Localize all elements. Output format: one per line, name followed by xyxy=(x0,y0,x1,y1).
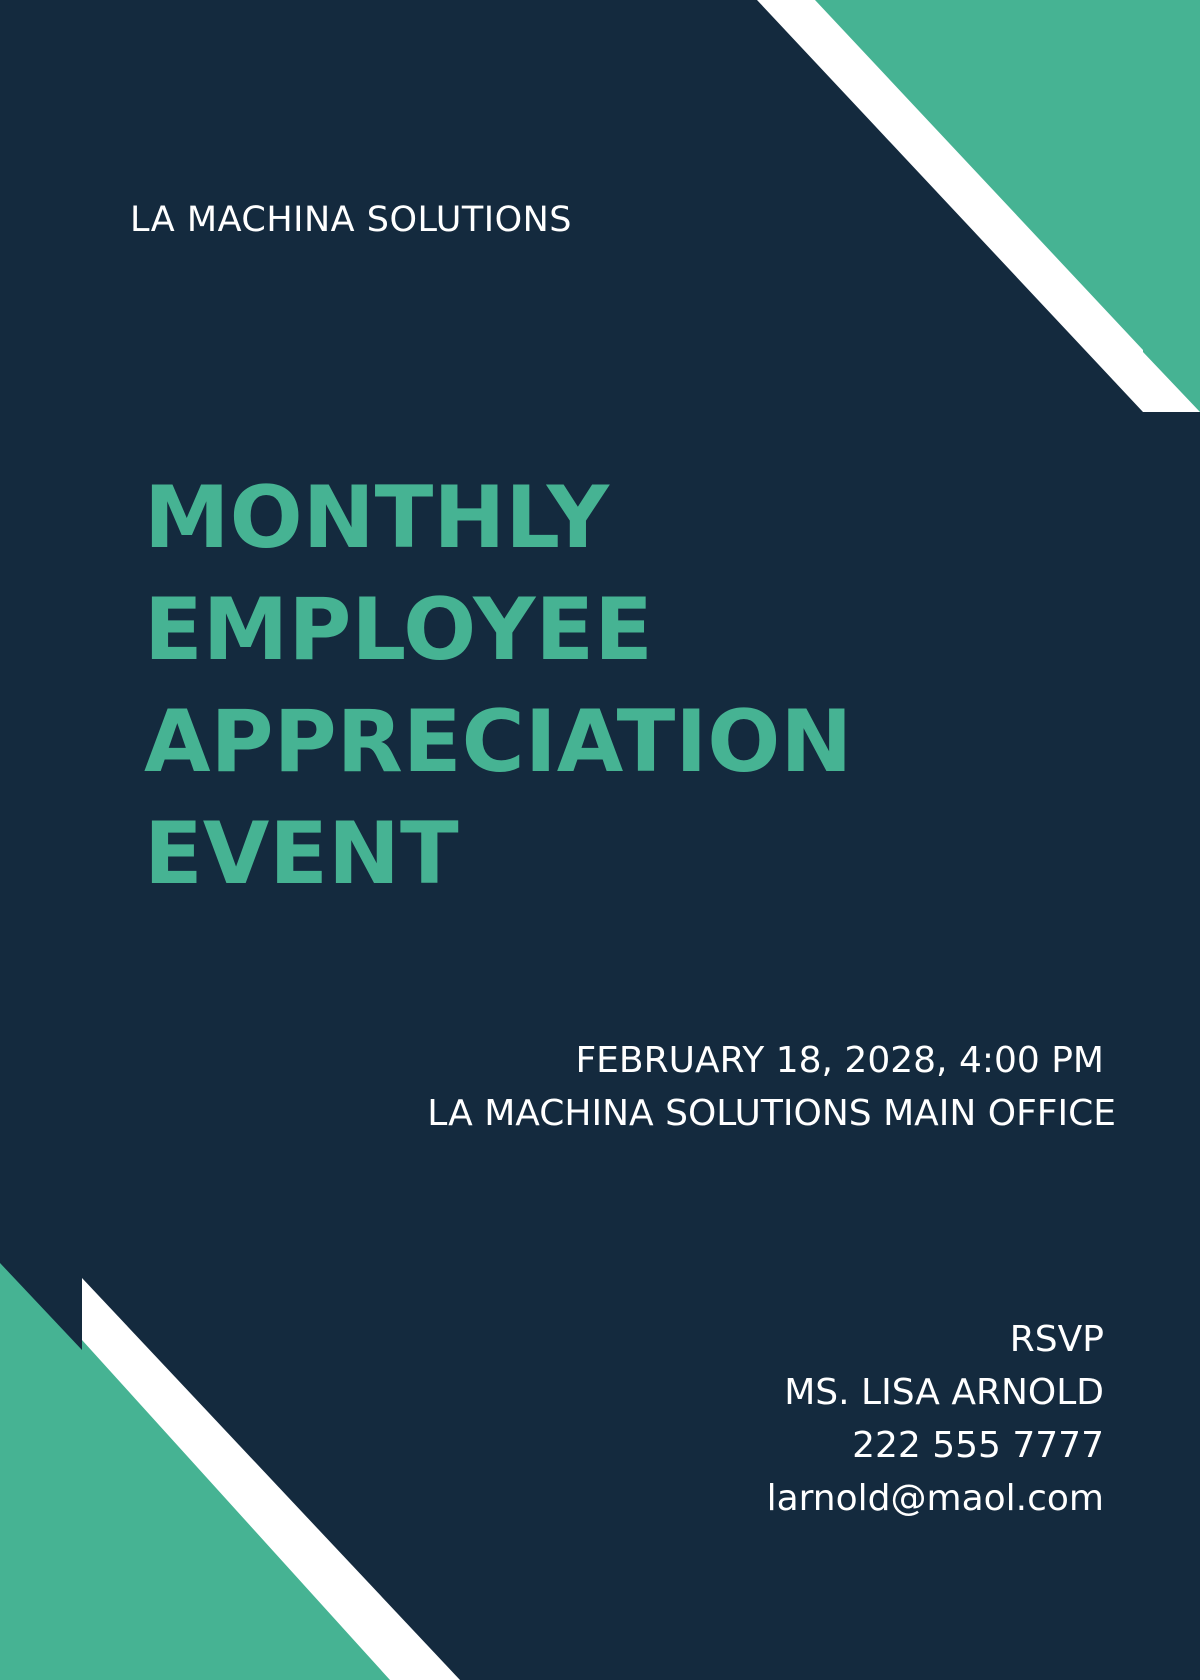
rsvp-email: larnold@maol.com xyxy=(766,1478,1104,1519)
bottom-left-green-triangle xyxy=(0,1263,390,1680)
event-location: LA MACHINA SOLUTIONS MAIN OFFICE xyxy=(427,1093,1116,1134)
event-details xyxy=(427,1034,1116,1140)
title-line-3: APPRECIATION xyxy=(144,692,853,792)
event-datetime: FEBRUARY 18, 2028, 4:00 PM xyxy=(575,1040,1104,1081)
rsvp-label: RSVP xyxy=(1009,1319,1104,1360)
title-line-4: EVENT xyxy=(144,804,459,904)
rsvp-contact-name: MS. LISA ARNOLD xyxy=(784,1372,1104,1413)
title-line-1: MONTHLY xyxy=(144,468,609,568)
event-title xyxy=(144,462,852,910)
company-name: LA MACHINA SOLUTIONS xyxy=(130,200,573,240)
title-line-2: EMPLOYEE xyxy=(144,580,653,680)
rsvp-phone: 222 555 7777 xyxy=(852,1425,1104,1466)
rsvp-block xyxy=(767,1313,1104,1525)
